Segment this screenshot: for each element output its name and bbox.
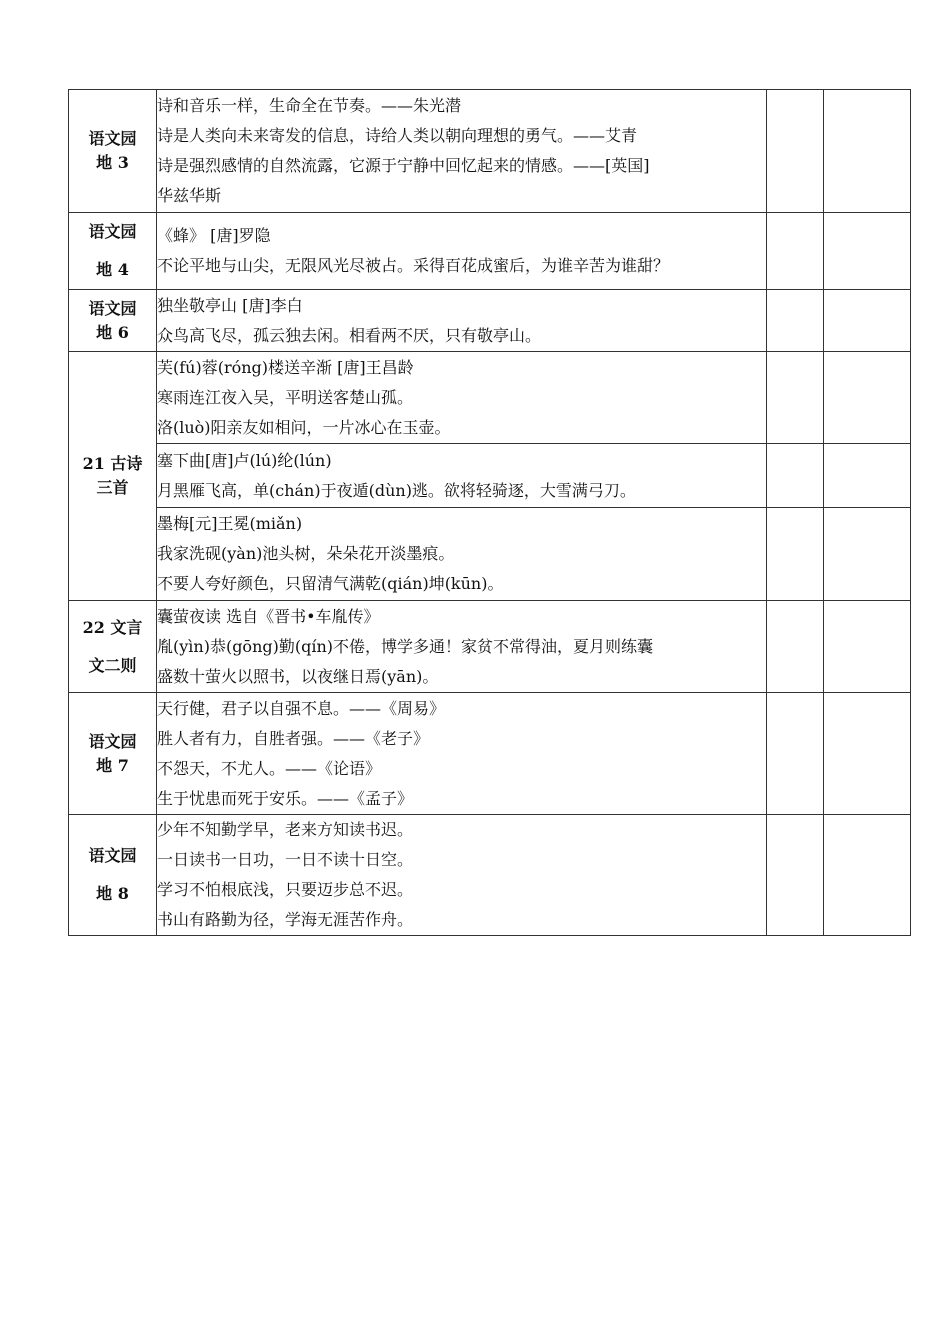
check-cell [824,213,911,290]
check-cell [767,815,824,936]
check-cell [767,90,824,213]
unit-label-line: 地 4 [96,260,129,279]
unit-label-line: 地 3 [96,153,129,172]
unit-label-line: 语文园 [88,298,137,318]
unit-cell [69,693,157,815]
check-cell [824,601,911,693]
text-line: 寒雨连江夜入吴，平明送客楚山孤。 [157,387,414,407]
check-cell [824,352,911,444]
table-row [69,444,911,508]
table-row [69,508,911,601]
text-cell [157,693,767,815]
unit-label-line: 语文园 [88,846,137,865]
text-line: 不要人夸好颜色，只留清气满乾(qián)坤(kūn)。 [157,574,504,593]
text-line: 盛数十萤火以照书，以夜继日焉(yān)。 [157,666,439,686]
text-line: 我家洗砚(yàn)池头树，朵朵花开淡墨痕。 [157,544,455,563]
text-line: 书山有路勤为径，学海无涯苦作舟。 [157,910,414,929]
check-cell [824,290,911,352]
unit-label-line: 22 文言 [82,617,143,637]
text-line: 《蜂》 [唐]罗隐 [157,226,271,245]
unit-label-line: 地 8 [96,884,129,903]
text-line: 月黑雁飞高，单(chán)于夜遁(dùn)逃。欲将轻骑逐，大雪满弓刀。 [157,480,636,500]
text-line: 不怨天，不尤人。——《论语》 [157,758,382,778]
text-line: 墨梅[元]王冕(miǎn) [157,514,303,533]
check-cell [767,601,824,693]
text-line: 学习不怕根底浅，只要迈步总不迟。 [157,880,414,899]
text-line: 生于忧患而死于安乐。——《孟子》 [157,788,414,808]
unit-label-line: 三首 [96,478,129,497]
unit-cell [69,352,157,601]
text-cell [157,444,767,508]
text-line: 诗是人类向未来寄发的信息，诗给人类以朝向理想的勇气。——艾青 [157,126,638,145]
check-cell [824,815,911,936]
unit-label-line: 文二则 [88,655,137,675]
check-cell [824,444,911,508]
text-line: 独坐敬亭山 [唐]李白 [157,295,303,315]
unit-label-line: 语文园 [88,222,137,241]
text-cell [157,352,767,444]
table-row [69,601,911,693]
text-line: 胤(yìn)恭(gōng)勤(qín)不倦，博学多通！家贫不常得油，夏月则练囊 [157,636,654,656]
unit-cell [69,815,157,936]
unit-label-line: 语文园 [88,129,137,148]
text-line: 诗和音乐一样，生命全在节奏。——朱光潜 [157,96,462,115]
check-cell [767,213,824,290]
check-cell [767,352,824,444]
table-row [69,90,911,213]
check-cell [767,693,824,815]
text-cell [157,290,767,352]
text-line: 胜人者有力，自胜者强。——《老子》 [157,728,430,748]
table-row [69,693,911,815]
check-cell [767,290,824,352]
table-row [69,213,911,290]
check-cell [767,444,824,508]
unit-label-line: 地 6 [96,322,129,342]
check-cell [767,508,824,601]
unit-label-line: 地 7 [96,755,129,775]
text-line: 洛(luò)阳亲友如相问，一片冰心在玉壶。 [157,417,451,437]
check-cell [824,90,911,213]
text-cell [157,815,767,936]
text-line: 囊萤夜读 选自《晋书•车胤传》 [157,606,380,626]
check-cell [824,508,911,601]
unit-cell [69,601,157,693]
text-line: 不论平地与山尖，无限风光尽被占。采得百花成蜜后，为谁辛苦为谁甜？ [157,256,670,275]
unit-cell [69,213,157,290]
text-cell [157,213,767,290]
text-cell [157,508,767,601]
table-row [69,290,911,352]
unit-cell [69,90,157,213]
table-row [69,815,911,936]
table-row [69,352,911,444]
recitation-table [68,89,911,936]
unit-label-line: 21 古诗 [82,454,143,473]
check-cell [824,693,911,815]
unit-label-line: 语文园 [88,731,137,751]
text-line: 少年不知勤学早，老来方知读书迟。 [157,820,414,839]
text-line: 华兹华斯 [157,186,222,205]
unit-cell [69,290,157,352]
text-line: 芙(fú)蓉(róng)楼送辛渐 [唐]王昌龄 [157,357,414,377]
text-line: 众鸟高飞尽，孤云独去闲。相看两不厌，只有敬亭山。 [157,325,542,345]
text-line: 塞下曲[唐]卢(lú)纶(lún) [157,450,332,470]
text-line: 一日读书一日功，一日不读十日空。 [157,850,414,869]
text-line: 诗是强烈感情的自然流露，它源于宁静中回忆起来的情感。——[英国] [157,156,650,175]
text-cell [157,90,767,213]
text-line: 天行健，君子以自强不息。——《周易》 [157,698,446,718]
text-cell [157,601,767,693]
